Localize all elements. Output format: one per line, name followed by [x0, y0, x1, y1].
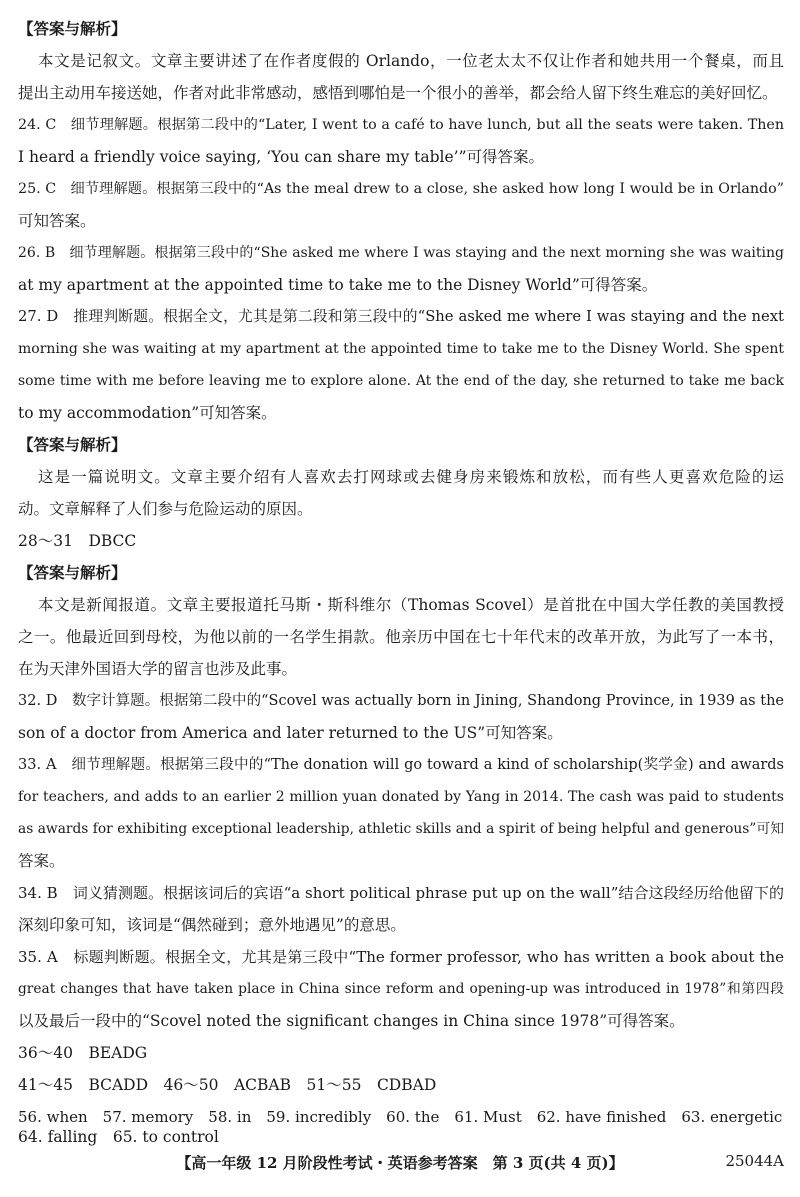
answer-27-cont: to my accommodation”可知答案。: [18, 404, 277, 422]
answer-35-cont: 以及最后一段中的“Scovel noted the significant changes in China since 1978”可得答案。: [18, 1012, 685, 1030]
answer-25-cont: 可知答案。: [18, 212, 96, 230]
answer-27-cont: some time with me before leaving me to explore alone. At the end of the day, she returned to take me back: [18, 373, 784, 389]
answer-26-cont: at my apartment at the appointed time to take me to the Disney World”可得答案。: [18, 276, 658, 294]
summary-line: 在为天津外国语大学的留言也涉及此事。: [18, 660, 298, 678]
section-heading-1: 【答案与解析】: [18, 19, 127, 38]
section-heading-2: 【答案与解析】: [18, 435, 127, 454]
section-heading-3: 【答案与解析】: [18, 563, 127, 582]
answer-32-cont: son of a doctor from America and later returned to the US”可知答案。: [18, 724, 563, 742]
answer-33-cont: 答案。: [18, 852, 65, 870]
footer-code: 25044A: [725, 1152, 784, 1170]
answer-35-cont: great changes that have taken place in China since reform and opening-up was introduced in 1978”和第四段: [18, 981, 784, 997]
answer-24-cont: I heard a friendly voice saying, ‘You can share my table’”可得答案。: [18, 148, 545, 166]
answer-27: 27. D 推理判断题。根据全文，尤其是第二段和第三段中的“She asked me where I was staying and the next: [18, 308, 784, 325]
footer-title: 【高一年级 12 月阶段性考试・英语参考答案 第 3 页(共 4 页)】: [176, 1154, 624, 1172]
answer-35: 35. A 标题判断题。根据全文，尤其是第三段中“The former professor, who has written a book about the: [18, 948, 784, 966]
answer-25: 25. C 细节理解题。根据第三段中的“As the meal drew to a close, she asked how long I would be in Orlando”: [18, 181, 784, 197]
summary-line: 之一。他最近回到母校，为他以前的一名学生捐款。他亲历中国在七十年代末的改革开放，为此写了一本书，: [18, 628, 784, 646]
answer-33-cont: for teachers, and adds to an earlier 2 million yuan donated by Yang in 2014. The cash was paid to students: [18, 789, 784, 805]
page-footer: [0, 1152, 800, 1178]
answer-34: 34. B 词义猜测题。根据该词后的宾语“a short political phrase put up on the wall”结合这段经历给他留下的: [18, 884, 784, 902]
answer-32: 32. D 数字计算题。根据第二段中的“Scovel was actually born in Jining, Shandong Province, in 1939 as the: [18, 693, 784, 709]
summary-line: 动。文章解释了人们参与危险运动的原因。: [18, 500, 313, 518]
answers-28-31: 28～31 DBCC: [18, 532, 137, 550]
answers-56-63: 56. when 57. memory 58. in 59. incredibly 60. the 61. Must 62. have finished 63. energetic: [18, 1108, 783, 1126]
summary-line: 提出主动用车接送她，作者对此非常感动，感悟到哪怕是一个很小的善举，都会给人留下终生难忘的美好回忆。: [18, 84, 778, 102]
answer-34-cont: 深刻印象可知，该词是“偶然碰到；意外地遇见”的意思。: [18, 916, 406, 934]
answer-33-cont: as awards for exhibiting exceptional leadership, athletic skills and a spirit of being helpful and generous”可知: [18, 821, 784, 837]
answers-36-40: 36～40 BEADG: [18, 1044, 148, 1062]
answer-27-cont: morning she was waiting at my apartment at the appointed time to take me to the Disney World. She spent: [18, 341, 784, 357]
answers-41-55: 41～45 BCADD 46～50 ACBAB 51～55 CDBAD: [18, 1076, 437, 1094]
answer-24: 24. C 细节理解题。根据第二段中的“Later, I went to a café to have lunch, but all the seats were taken. Then: [18, 117, 784, 133]
answer-33: 33. A 细节理解题。根据第三段中的“The donation will go toward a kind of scholarship(奖学金) and awards: [18, 757, 784, 773]
answer-26: 26. B 细节理解题。根据第三段中的“She asked me where I was staying and the next morning she was waiting: [18, 245, 784, 261]
answers-64-65: 64. falling 65. to control: [18, 1128, 219, 1146]
summary-line: 本文是新闻报道。文章主要报道托马斯・斯科维尔（Thomas Scovel）是首批在中国大学任教的美国教授: [38, 596, 784, 614]
summary-line: 这是一篇说明文。文章主要介绍有人喜欢去打网球或去健身房来锻炼和放松，而有些人更喜欢危险的运: [38, 468, 784, 486]
summary-line: 本文是记叙文。文章主要讲述了在作者度假的 Orlando，一位老太太不仅让作者和她共用一个餐桌，而且: [38, 52, 784, 70]
